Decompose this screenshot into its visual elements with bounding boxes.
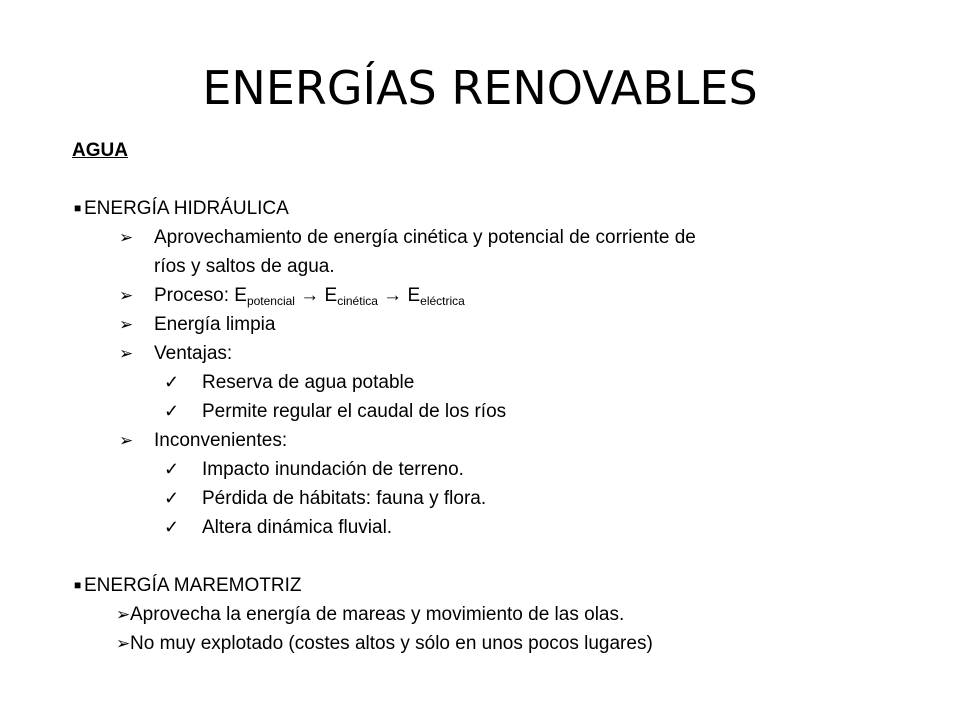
item-text: ríos y saltos de agua.: [154, 256, 335, 277]
list-item: [72, 629, 872, 658]
hidraulica-heading: ENERGÍA HIDRÁULICA: [84, 198, 289, 219]
arrow-bullet-icon: ➢: [119, 228, 134, 247]
check-bullet-icon: ✓: [164, 488, 180, 508]
item-text: Energía limpia: [154, 314, 276, 335]
ventajas-label: Ventajas:: [154, 343, 233, 364]
item-text: Reserva de agua potable: [202, 372, 415, 393]
section-heading: AGUA: [72, 140, 128, 161]
list-item: [72, 223, 872, 252]
list-item: [72, 310, 872, 339]
subscript-potencial: potencial: [246, 294, 295, 308]
slide-title: ENERGÍAS RENOVABLES: [202, 61, 758, 115]
inconveniente-item: [72, 455, 872, 484]
list-item-continuation: [72, 252, 872, 281]
item-text: Aprovechamiento de energía cinética y potencial de corriente de: [154, 227, 696, 248]
subscript-electrica: eléctrica: [420, 294, 465, 308]
check-bullet-icon: ✓: [164, 517, 180, 537]
arrow-1: → E: [294, 285, 338, 306]
proceso-prefix: Proceso: E: [154, 285, 247, 306]
list-item: [72, 600, 872, 629]
square-bullet-icon: ■: [74, 201, 82, 215]
item-text: Permite regular el caudal de los ríos: [202, 401, 507, 422]
check-bullet-icon: ✓: [164, 372, 180, 392]
inconveniente-item: [72, 484, 872, 513]
arrow-2: → E: [377, 285, 421, 306]
arrow-bullet-icon: ➢: [119, 286, 134, 305]
slide-content: [72, 136, 872, 658]
check-bullet-icon: ✓: [164, 401, 180, 421]
inconvenientes-label: Inconvenientes:: [154, 430, 288, 451]
square-bullet-icon: ■: [74, 578, 82, 592]
list-item-proceso: [72, 281, 872, 310]
arrow-bullet-icon: ➢: [116, 634, 131, 653]
maremotriz-heading-row: [72, 571, 872, 600]
ventaja-item: [72, 368, 872, 397]
ventaja-item: [72, 397, 872, 426]
check-bullet-icon: ✓: [164, 459, 180, 479]
item-text: Altera dinámica fluvial.: [202, 517, 393, 538]
spacer: [72, 542, 872, 571]
list-item-inconvenientes: [72, 426, 872, 455]
arrow-bullet-icon: ➢: [119, 431, 134, 450]
arrow-bullet-icon: ➢: [119, 315, 134, 334]
hidraulica-heading-row: [72, 194, 872, 223]
item-text: No muy explotado (costes altos y sólo en unos pocos lugares): [130, 633, 653, 654]
spacer: [72, 165, 872, 194]
list-item-ventajas: [72, 339, 872, 368]
arrow-bullet-icon: ➢: [116, 605, 131, 624]
maremotriz-heading: ENERGÍA MAREMOTRIZ: [84, 575, 302, 596]
inconveniente-item: [72, 513, 872, 542]
subscript-cinetica: cinética: [337, 294, 378, 308]
item-text: Aprovecha la energía de mareas y movimiento de las olas.: [130, 604, 625, 625]
item-text: Pérdida de hábitats: fauna y flora.: [202, 488, 487, 509]
arrow-bullet-icon: ➢: [119, 344, 134, 363]
item-text: Impacto inundación de terreno.: [202, 459, 464, 480]
